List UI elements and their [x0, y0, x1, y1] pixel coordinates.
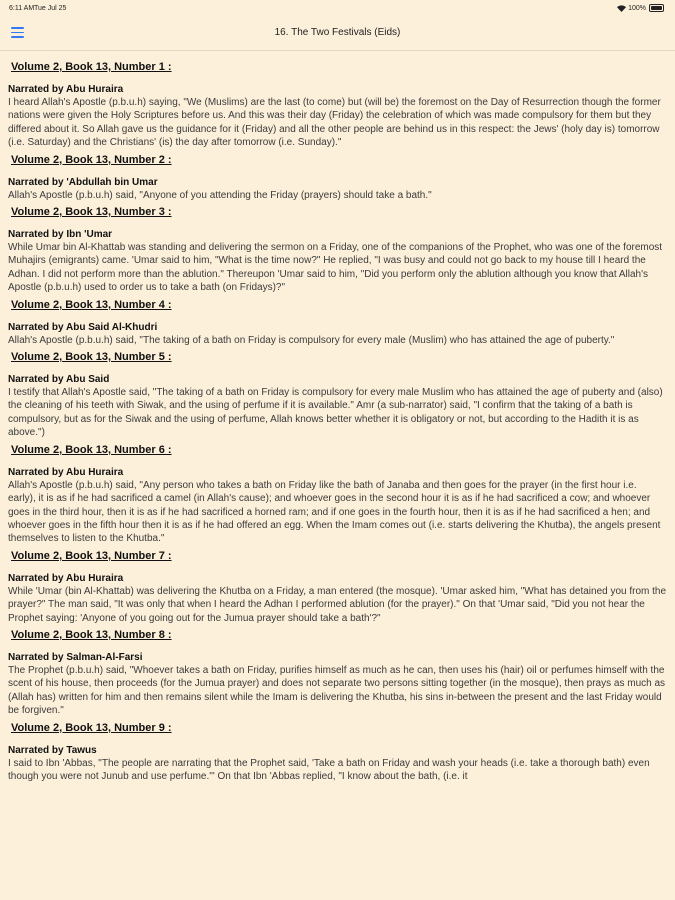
hadith-text: Allah's Apostle (p.b.u.h) said, "Anyone of you attending the Friday (prayers) should take a bath." — [8, 189, 432, 201]
hadith-heading: Volume 2, Book 13, Number 2 : — [11, 153, 172, 166]
status-right — [617, 4, 664, 12]
hadith-heading: Volume 2, Book 13, Number 5 : — [11, 351, 172, 364]
page-title: 16. The Two Festivals (Eids) — [274, 27, 401, 38]
hadith-text: I testify that Allah's Apostle said, "The taking of a bath on Friday is compulsory for every male Muslim who has attained the age of puberty and (also) the cleaning of his teeth with Siwak, and the using of perfume if it is available." Amr (a sub-narrator) said, "I confirm that the taking of a bath is compulsory, but as for the Siwak and the using of perfume, Allah knows better whether it is obligatory or not, but according to the Hadith it is as above.") — [8, 387, 663, 439]
hadith-entry — [0, 721, 675, 784]
hadith-text: The Prophet (p.b.u.h) said, "Whoever takes a bath on Friday, purifies himself as much as he can, then uses his (hair) oil or perfumes himself with the scent of his house, then proceeds (for the Jumua prayer) and does not separate two persons sitting together (in the mosque), then prays as much as (Allah has) written for him and then remains silent while the Imam is delivering the Khutba, his sins in-between the present and the last Friday would be forgiven." — [8, 664, 666, 717]
hadith-entry — [0, 60, 675, 150]
hadith-heading: Volume 2, Book 13, Number 7 : — [11, 549, 172, 562]
hadith-entry — [0, 549, 675, 625]
hadith-narrator: Narrated by Abu Said Al-Khudri — [8, 321, 158, 333]
hadith-entry — [0, 350, 675, 440]
navigation-bar — [0, 16, 675, 51]
hadith-list[interactable] — [0, 60, 675, 900]
hadith-text: I said to Ibn 'Abbas, "The people are narrating that the Prophet said, 'Take a bath on Friday and wash your heads (i.e. take a thorough bath) even though you were not Junub and use perfume.'" On that Ibn 'Abbas replied, "I know about the bath, (i.e. it — [8, 757, 650, 782]
status-date: Tue Jul 25 — [34, 5, 67, 12]
hadith-heading: Volume 2, Book 13, Number 1 : — [11, 61, 172, 73]
hadith-entry — [0, 628, 675, 718]
hadith-narrator: Narrated by Tawus — [8, 744, 97, 756]
hadith-text: While 'Umar (bin Al-Khattab) was delivering the Khutba on a Friday, a man entered (the mosque). 'Umar asked him, "What has detained you from the prayer?" The man said, "It was only that when I heard the Adhan I performed ablution (for the prayer)." On that 'Umar said, "Did you not hear the Prophet saying: 'Anyone of you going out for the Jumua prayer should take a bath'?" — [8, 585, 667, 624]
status-time: 6:11 AM — [9, 5, 35, 12]
hadith-heading: Volume 2, Book 13, Number 8 : — [11, 628, 172, 641]
hadith-narrator: Narrated by Salman-Al-Farsi — [8, 651, 143, 663]
hadith-text: Allah's Apostle (p.b.u.h) said, "The taking of a bath on Friday is compulsory for every male (Muslim) who has attained the age of puberty." — [8, 334, 615, 346]
hadith-entry — [0, 205, 675, 295]
hadith-entry — [0, 298, 675, 347]
battery-percent: 100% — [628, 4, 646, 12]
hadith-narrator: Narrated by Abu Huraira — [8, 84, 124, 95]
status-bar — [0, 0, 675, 16]
hadith-text: I heard Allah's Apostle (p.b.u.h) saying, "We (Muslims) are the last (to come) but (will be) the foremost on the Day of Resurrection though the former nations were given the Holy Scriptures before us. And this was their day (Friday) the celebration of which was made compulsory for them but they differed about it. So Allah gave us the guidance for it (Friday) and all the other people are behind us in this respect: the Jews' (holy day is) tomorrow (i.e. Saturday) and the Christians' (is) the day after tomorrow (i.e. Sunday)." — [8, 97, 661, 149]
hadith-heading: Volume 2, Book 13, Number 6 : — [11, 443, 172, 456]
hadith-heading: Volume 2, Book 13, Number 3 : — [11, 206, 172, 219]
wifi-icon — [617, 5, 625, 11]
hadith-narrator: Narrated by Abu Huraira — [8, 572, 124, 584]
hadith-text: While Umar bin Al-Khattab was standing and delivering the sermon on a Friday, one of the companions of the Prophet, who was one of the foremost Muhajirs (emigrants) came. 'Umar said to him, "What is the time now?" He replied, "I was busy and could not go back to my house till I heard the Adhan. I did not perform more than the ablution." Thereupon 'Umar said to him, "Did you perform only the ablution although you know that Allah's Apostle (p.b.u.h) used to order us to take a bath (on Fridays)?" — [8, 242, 663, 294]
hadith-narrator: Narrated by Ibn 'Umar — [8, 229, 113, 241]
hadith-entry — [0, 443, 675, 546]
hadith-text: Allah's Apostle (p.b.u.h) said, "Any person who takes a bath on Friday like the bath of Janaba and then goes for the prayer (in the first hour i.e. early), it is as if he had sacrificed a camel (in Allah's cause); and whoever goes in the second hour it is as if he had sacrificed a cow; and whoever goes in the third hour, then it is as if he had sacrificed a horned ram; and if one goes in the fourth hour, then it is as if he had sacrificed a hen; and whoever goes in the fifth hour then it is as if he had offered an egg. When the Imam comes out (i.e. starts delivering the Khutba), the angels present themselves to listen to the Khutba." — [8, 479, 661, 545]
hadith-narrator: Narrated by Abu Huraira — [8, 466, 124, 478]
hadith-narrator: Narrated by Abu Said — [8, 374, 110, 386]
hadith-heading: Volume 2, Book 13, Number 9 : — [11, 721, 172, 734]
hadith-entry — [0, 153, 675, 202]
battery-icon — [649, 4, 664, 12]
hadith-narrator: Narrated by 'Abdullah bin Umar — [8, 176, 158, 188]
hadith-heading: Volume 2, Book 13, Number 4 : — [11, 298, 172, 311]
